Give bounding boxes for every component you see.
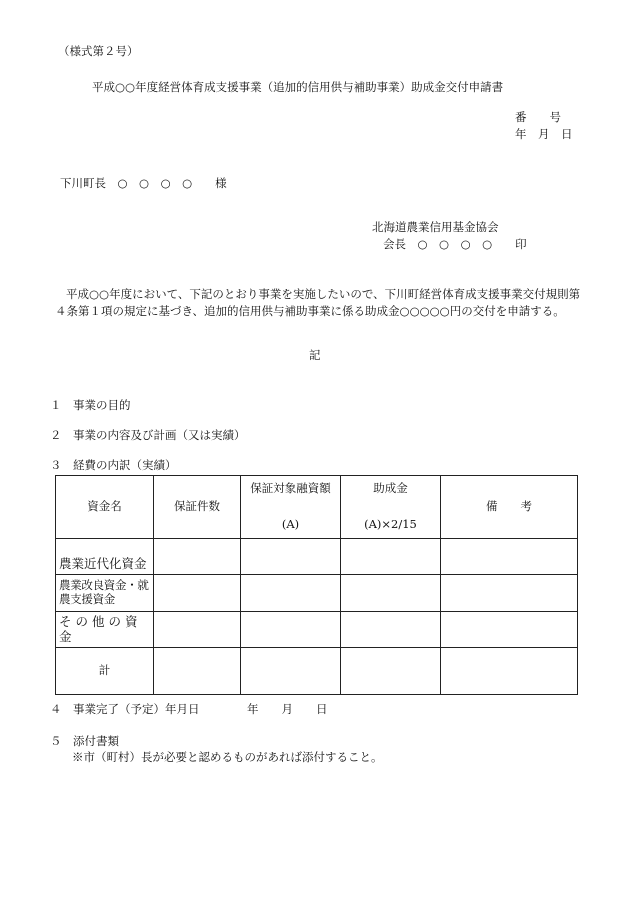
attachments-note: ※市（町村）長が必要と認めるものがあれば添付すること。	[72, 750, 383, 764]
header-grant: 助成金 (A)×2/15	[341, 476, 441, 539]
expense-table	[55, 475, 578, 695]
item-attachments: ５ 添付書類	[50, 734, 119, 748]
table-row	[56, 539, 578, 575]
table-cell	[154, 575, 241, 612]
fund-name-cell: その他の資金	[56, 612, 154, 648]
applicant-representative: 会長 ○ ○ ○ ○ 印	[383, 237, 527, 251]
table-row	[56, 612, 578, 648]
table-cell	[154, 539, 241, 575]
table-cell	[341, 575, 441, 612]
table-cell	[441, 648, 578, 695]
item-completion-date: ４ 事業完了（予定）年月日	[50, 702, 200, 716]
completion-date-value: 年 月 日	[247, 702, 328, 716]
application-body: 平成○○年度において、下記のとおり事業を実施したいので、下川町経営体育成支援事業交付規則第４条第１項の規定に基づき、追加的信用供与補助事業に係る助成金○○○○○円の交付を申請する。	[55, 287, 581, 318]
table-cell	[154, 612, 241, 648]
table-header-row	[56, 476, 578, 539]
form-number: （様式第２号）	[58, 44, 139, 58]
document-title: 平成○○年度経営体育成支援事業（追加的信用供与補助事業）助成金交付申請書	[92, 80, 504, 94]
table-cell	[341, 648, 441, 695]
total-label-cell: 計	[56, 648, 154, 695]
header-guarantee-count: 保証件数	[154, 476, 241, 539]
item-content-plan: ２ 事業の内容及び計画（又は実績）	[50, 428, 246, 442]
fund-name-cell: 農業改良資金・就農支援資金	[56, 575, 154, 612]
table-cell	[341, 539, 441, 575]
reference-date: 年 月 日	[515, 127, 573, 141]
table-row	[56, 575, 578, 612]
table-cell	[441, 612, 578, 648]
table-cell	[241, 612, 341, 648]
header-fund-name: 資金名	[56, 476, 154, 539]
header-remarks: 備 考	[441, 476, 578, 539]
table-cell	[441, 575, 578, 612]
table-cell	[241, 539, 341, 575]
table-cell	[154, 648, 241, 695]
table-cell	[441, 539, 578, 575]
header-guaranteed-loan-amount: 保証対象融資額 (A)	[241, 476, 341, 539]
table-cell	[241, 575, 341, 612]
fund-name-cell: 農業近代化資金	[56, 539, 154, 575]
table-cell	[341, 612, 441, 648]
reference-number: 番 号	[515, 110, 561, 124]
item-purpose: １ 事業の目的	[50, 398, 131, 412]
table-total-row	[56, 648, 578, 695]
table-cell	[241, 648, 341, 695]
applicant-organization: 北海道農業信用基金協会	[372, 220, 499, 234]
ki-heading: 記	[309, 348, 321, 362]
addressee: 下川町長 ○ ○ ○ ○ 様	[60, 176, 227, 190]
item-expense-breakdown: ３ 経費の内訳（実績）	[50, 458, 177, 472]
